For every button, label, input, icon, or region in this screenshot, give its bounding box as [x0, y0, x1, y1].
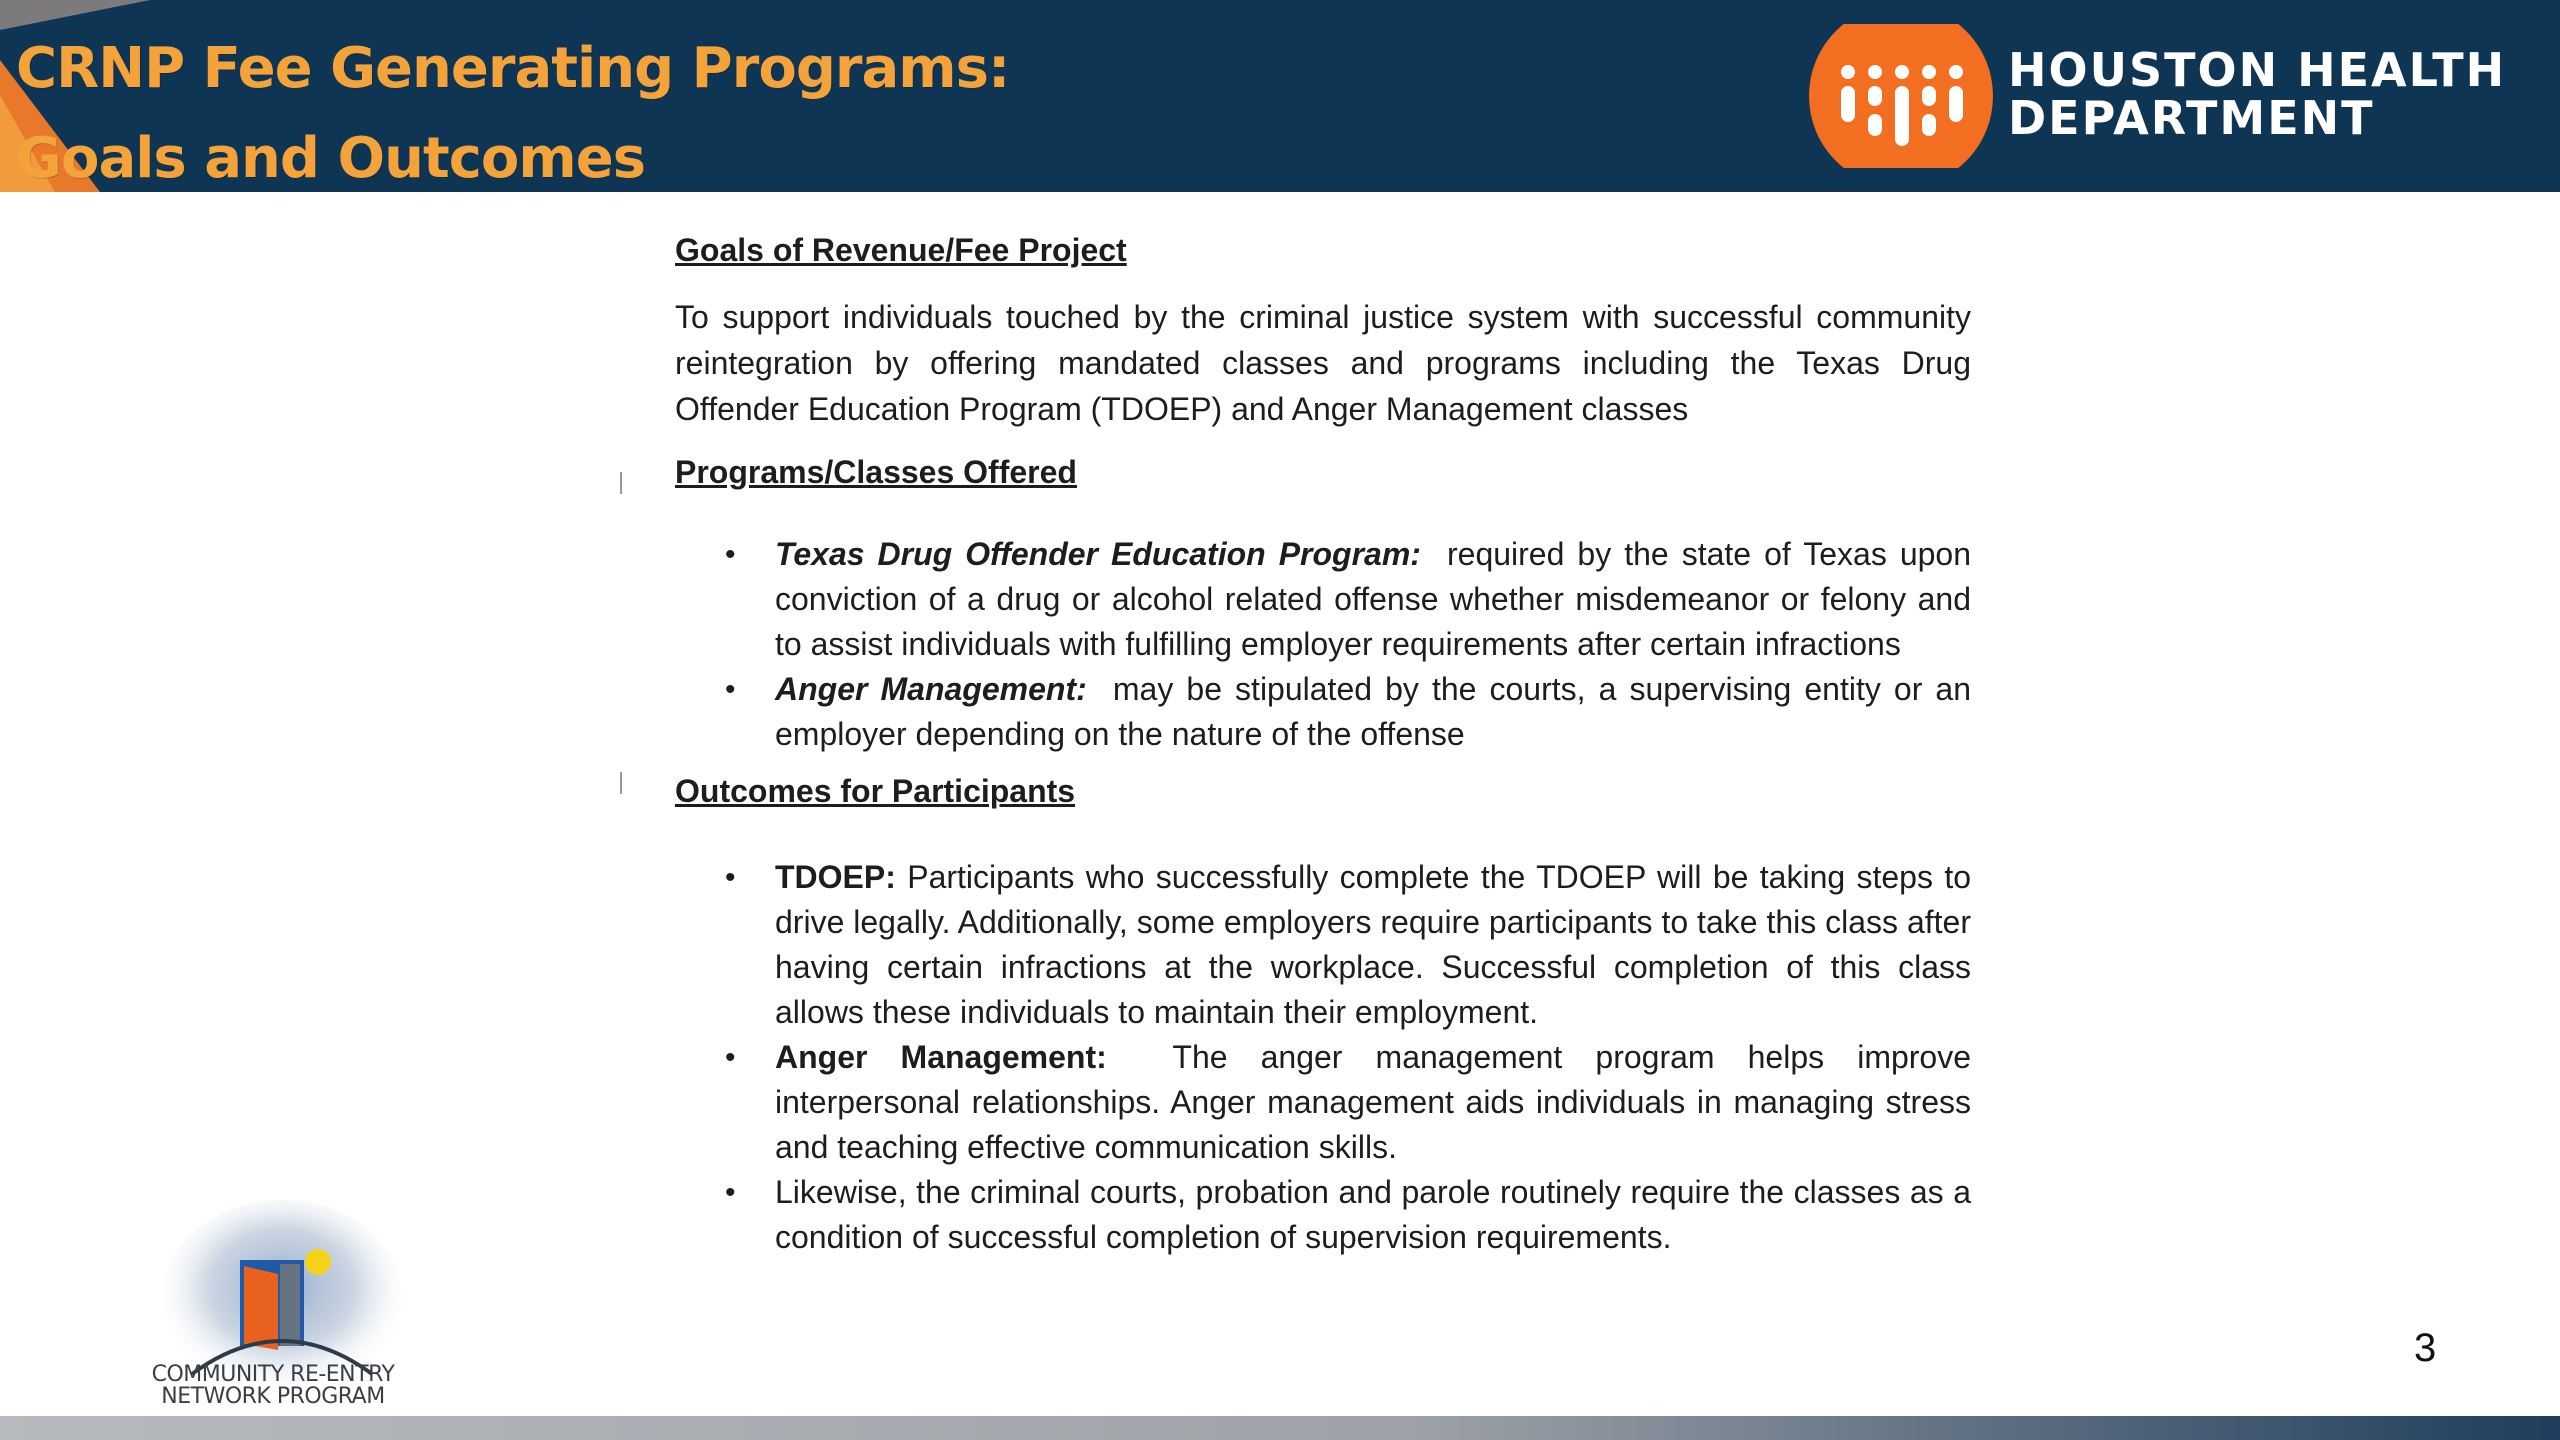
- slide-title-line-2: Goals and Outcomes: [16, 126, 646, 191]
- footer-bar: [0, 1416, 2560, 1440]
- header-banner: [0, 0, 2560, 192]
- program-name-line-2: NETWORK PROGRAM: [161, 1384, 385, 1409]
- program-name: Texas Drug Offender Education Program:: [775, 536, 1421, 572]
- outcomes-list: [675, 855, 1971, 1260]
- organization-name: [2008, 43, 2507, 145]
- list-item: [675, 1035, 1971, 1170]
- program-name-line-1: COMMUNITY RE-ENTRY: [151, 1362, 395, 1387]
- program-description: required by the state of Texas upon conviction of a drug or alcohol related offense whether misdemeanor or felony and to assist individuals with fulfilling employer requirements after certain infractions: [775, 536, 1972, 662]
- outcomes-heading: Outcomes for Participants: [675, 773, 1076, 809]
- program-name: Anger Management:: [775, 671, 1087, 707]
- margin-marker: [620, 772, 622, 794]
- programs-heading: Programs/Classes Offered: [675, 454, 1077, 490]
- list-item: [675, 532, 1971, 667]
- page-number: 3: [2414, 1326, 2437, 1370]
- outcome-description: Likewise, the criminal courts, probation and parole routinely require the classes as a condition of successful completion of supervision requirements.: [775, 1174, 1971, 1255]
- outcome-name: TDOEP:: [775, 859, 896, 895]
- outcome-description: Participants who successfully complete the TDOEP will be taking steps to drive legally. Additionally, some employers require participants to take this class after having certain infractions at the workplace. Successful completion of this class allows these individuals to maintain their employment.: [775, 859, 1972, 1030]
- program-name-logo-text: [108, 1364, 438, 1408]
- bullet-icon: •: [725, 1041, 736, 1074]
- bullet-icon: •: [725, 1176, 736, 1209]
- slide-title-line-1: CRNP Fee Generating Programs:: [16, 36, 1010, 101]
- bullet-icon: •: [725, 861, 736, 894]
- programs-list: [675, 532, 1971, 757]
- goals-paragraph: To support individuals touched by the criminal justice system with successful community reintegration by offering mandated classes and programs including the Texas Drug Offender Education Program (TDOEP) and Anger Management classes: [675, 299, 1971, 427]
- outcome-description: The anger management program helps improve interpersonal relationships. Anger management aids individuals in managing stress and teaching effective communication skills.: [775, 1039, 1972, 1165]
- organization-name-line-1: HOUSTON HEALTH: [2008, 43, 2507, 97]
- list-item: [675, 667, 1971, 757]
- outcome-name: Anger Management:: [775, 1039, 1107, 1075]
- list-item: [675, 855, 1971, 1035]
- goals-heading: Goals of Revenue/Fee Project: [675, 232, 1127, 268]
- margin-marker: [620, 472, 622, 494]
- document-body: [675, 230, 1971, 1260]
- list-item: [675, 1170, 1971, 1260]
- organization-name-line-2: DEPARTMENT: [2008, 91, 2375, 145]
- bullet-icon: •: [725, 538, 736, 571]
- houston-health-logo-icon: [1808, 24, 1994, 168]
- program-description: may be stipulated by the courts, a supervising entity or an employer depending on the nature of the offense: [775, 671, 1972, 752]
- bullet-icon: •: [725, 673, 736, 706]
